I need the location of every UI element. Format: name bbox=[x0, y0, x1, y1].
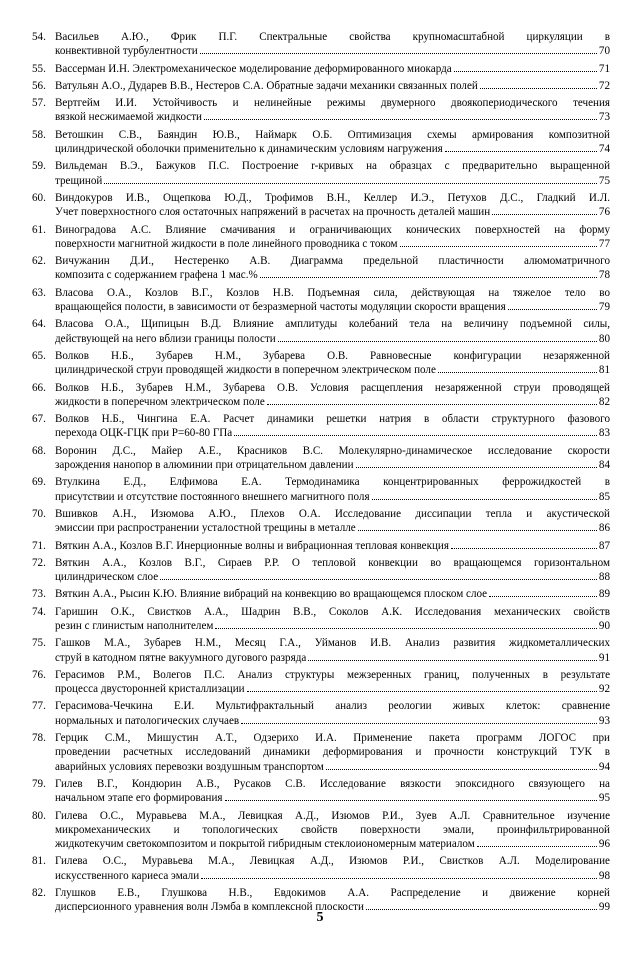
entry-text-line: Вильдеман В.Э., Бажуков П.С. Построение r-кривых на образцах с предварительно выращенной bbox=[55, 160, 610, 173]
entry-text-last-line: цилиндрической струи проводящей жидкости в поперечном электрическом поле bbox=[55, 364, 436, 377]
entry-number: 81. bbox=[32, 855, 46, 868]
entry-text-line: Герасимова-Чечкина Е.И. Мультифрактальный анализ реологии живых клеток: сравнение bbox=[55, 700, 610, 713]
dot-leader bbox=[477, 846, 597, 847]
entry-text-line: Гашков М.А., Зубарев Н.М., Месяц Г.А., Уйманов И.В. Анализ развития жидкометаллических bbox=[55, 637, 610, 650]
entry-page-number: 88 bbox=[598, 571, 610, 584]
toc-entry bbox=[32, 668, 610, 697]
entry-text-last-line: перехода ОЦК-ГЦК при P=60-80 ГПа bbox=[55, 427, 233, 440]
entry-number: 59. bbox=[32, 160, 46, 173]
toc-entry bbox=[32, 79, 610, 93]
dot-leader bbox=[160, 579, 597, 580]
entry-text-line: Вяткин А.А., Козлов В.Г., Сираев Р.Р. О тепловой конвекции во вращающемся горизонтальном bbox=[55, 556, 610, 569]
entry-number: 68. bbox=[32, 444, 46, 457]
toc-entry bbox=[32, 128, 610, 157]
entry-text-last-line: вязкой несжимаемой жидкости bbox=[55, 111, 202, 124]
entry-number: 61. bbox=[32, 223, 46, 236]
entry-text-line: Власова О.А., Козлов В.Г., Козлов Н.В. Подъемная сила, действующая на тяжелое тело во bbox=[55, 286, 610, 299]
entry-text-line: Вертгейм И.И. Устойчивость и нелинейные режимы двумерного двоякопериодического течения bbox=[55, 97, 610, 110]
toc-entry bbox=[32, 62, 610, 76]
toc-entry bbox=[32, 286, 610, 315]
entry-text-last-line: композита с содержанием графена 1 мас.% bbox=[55, 269, 258, 282]
entry-page-number: 80 bbox=[598, 332, 610, 345]
entry-text-last-line: зарождения нанопор в алюминии при отрицательном давлении bbox=[55, 459, 354, 472]
entry-number: 74. bbox=[32, 605, 46, 618]
toc-entry bbox=[32, 96, 610, 125]
entry-number: 76. bbox=[32, 668, 46, 681]
entry-page-number: 98 bbox=[598, 869, 610, 882]
entry-text-line: Ветошкин С.В., Баяндин Ю.В., Наймарк О.Б. Оптимизация схемы армирования композитной bbox=[55, 128, 610, 141]
dot-leader bbox=[247, 691, 597, 692]
entry-page-number: 87 bbox=[598, 539, 610, 552]
toc-entry bbox=[32, 317, 610, 346]
entry-text-line: Вичужанин Д.И., Нестеренко А.В. Диаграмма предельной пластичности алюмоматричного bbox=[55, 255, 610, 268]
dot-leader bbox=[326, 769, 597, 770]
dot-leader bbox=[204, 119, 597, 120]
toc-entry bbox=[32, 159, 610, 188]
toc-entry bbox=[32, 191, 610, 220]
entry-text-line: Виндокуров И.В., Ощепкова Ю.Д., Трофимов В.Н., Келлер И.Э., Петухов Д.С., Гладкий И.Л. bbox=[55, 191, 610, 204]
entry-number: 80. bbox=[32, 809, 46, 822]
entry-text-last-line: присутствии и отсутствие постоянного внешнего магнитного поля bbox=[55, 490, 370, 503]
dot-leader bbox=[234, 435, 597, 436]
entry-number: 75. bbox=[32, 637, 46, 650]
entry-text-last-line: Учет поверхностного слоя остаточных напряжений в расчетах на прочность деталей машин bbox=[55, 206, 491, 219]
entry-page-number: 93 bbox=[598, 714, 610, 727]
dot-leader bbox=[400, 246, 597, 247]
entry-number: 71. bbox=[32, 539, 46, 552]
entry-text-last-line: аварийных условиях перевозки воздушным транспортом bbox=[55, 760, 324, 773]
entry-text-last-line: процесса двусторонней кристаллизации bbox=[55, 683, 245, 696]
entry-page-number: 95 bbox=[598, 792, 610, 805]
page-number: 5 bbox=[316, 910, 324, 925]
entry-page-number: 71 bbox=[598, 62, 610, 75]
toc-entry bbox=[32, 30, 610, 59]
entry-number: 66. bbox=[32, 381, 46, 394]
entry-page-number: 75 bbox=[598, 174, 610, 187]
entry-page-number: 96 bbox=[598, 838, 610, 851]
entry-number: 57. bbox=[32, 97, 46, 110]
entry-text-last-line: цилиндрическом слое bbox=[55, 571, 159, 584]
entry-text-last-line: резин с глинистым наполнителем bbox=[55, 619, 214, 632]
entry-text-line: Втулкина Е.Д., Елфимова Е.А. Термодинамика концентрированных феррожидкостей в bbox=[55, 476, 610, 489]
entry-number: 60. bbox=[32, 191, 46, 204]
entry-number: 77. bbox=[32, 700, 46, 713]
entry-text-line: Гилева О.С., Муравьева М.А., Левицкая А.Д., Изюмов Р.И., Свистков А.Л. Моделирование bbox=[55, 855, 610, 868]
entry-text-line: проведении расчетных исследований динамики деформирования и прочности конструкций ТУК в bbox=[55, 746, 610, 759]
entry-text-line: Гаришин О.К., Свистков А.А., Шадрин В.В., Соколов А.К. Исследования механических свойств bbox=[55, 605, 610, 618]
dot-leader bbox=[267, 404, 597, 405]
entry-number: 82. bbox=[32, 887, 46, 900]
dot-leader bbox=[489, 596, 597, 597]
toc-entry bbox=[32, 381, 610, 410]
entry-text-line: Волков Н.Б., Чингина Е.А. Расчет динамики решетки натрия в области структурного фазового bbox=[55, 413, 610, 426]
entry-text-last-line: эмиссии при распространении усталостной трещины в металле bbox=[55, 522, 356, 535]
toc-entry bbox=[32, 223, 610, 252]
toc-entry bbox=[32, 412, 610, 441]
entry-text-line: Васильев А.Ю., Фрик П.Г. Спектральные свойства крупномасштабной циркуляции в bbox=[55, 31, 610, 43]
entry-number: 62. bbox=[32, 255, 46, 268]
entry-page-number: 82 bbox=[598, 395, 610, 408]
dot-leader bbox=[225, 800, 597, 801]
dot-leader bbox=[451, 548, 597, 549]
toc-entry bbox=[32, 539, 610, 553]
entry-text-line: Вшивков А.Н., Изюмова А.Ю., Плехов О.А. Исследование диссипации тепла и акустической bbox=[55, 507, 610, 520]
entry-text-last-line: нормальных и патологических случаев bbox=[55, 714, 240, 727]
dot-leader bbox=[438, 372, 597, 373]
entry-text-last-line: жидкости в поперечном электрическом поле bbox=[55, 395, 265, 408]
entry-page-number: 89 bbox=[598, 588, 610, 601]
entry-page-number: 70 bbox=[598, 45, 610, 58]
dot-leader bbox=[215, 628, 597, 629]
entry-number: 56. bbox=[32, 79, 46, 92]
entry-text-last-line: Вяткин А.А., Рысин К.Ю. Влияние вибраций на конвекцию во вращающемся плоском слое bbox=[55, 588, 488, 601]
entry-text-last-line: поверхности магнитной жидкости в поле линейного проводника с током bbox=[55, 237, 398, 250]
entry-page-number: 91 bbox=[598, 651, 610, 664]
entry-page-number: 78 bbox=[598, 269, 610, 282]
entry-text-last-line: трещиной bbox=[55, 174, 103, 187]
entry-text-last-line: Вяткин А.А., Козлов В.Г. Инерционные волны и вибрационная тепловая конвекция bbox=[55, 539, 449, 552]
toc-entry bbox=[32, 809, 610, 852]
entry-number: 72. bbox=[32, 556, 46, 569]
toc-entry bbox=[32, 587, 610, 601]
entry-page-number: 79 bbox=[598, 301, 610, 314]
entry-page-number: 83 bbox=[598, 427, 610, 440]
entry-text-last-line: конвективной турбулентности bbox=[55, 45, 198, 58]
entry-number: 55. bbox=[32, 62, 46, 75]
entry-text-last-line: действующей на него вблизи границы полости bbox=[55, 332, 276, 345]
toc-entry bbox=[32, 636, 610, 665]
dot-leader bbox=[445, 151, 597, 152]
entry-page-number: 73 bbox=[598, 111, 610, 124]
entry-number: 65. bbox=[32, 349, 46, 362]
entry-text-line: Власова О.А., Щипицын В.Д. Влияние амплитуды колебаний тела на величину подъемной силы, bbox=[55, 318, 610, 331]
entry-page-number: 86 bbox=[598, 522, 610, 535]
toc-entry bbox=[32, 349, 610, 378]
dot-leader bbox=[508, 309, 597, 310]
entry-number: 73. bbox=[32, 588, 46, 601]
dot-leader bbox=[278, 341, 597, 342]
entry-number: 54. bbox=[32, 31, 46, 43]
entry-number: 63. bbox=[32, 286, 46, 299]
toc-entry bbox=[32, 731, 610, 774]
entry-text-line: Гилев В.Г., Кондюрин А.В., Русаков С.В. Исследование вязкости эпоксидного связующего на bbox=[55, 777, 610, 790]
entry-text-last-line: Ватульян А.О., Дударев В.В., Нестеров С.А. Обратные задачи механики связанных полей bbox=[55, 79, 478, 92]
entry-number: 64. bbox=[32, 318, 46, 331]
toc-entry bbox=[32, 854, 610, 883]
toc-entry bbox=[32, 777, 610, 806]
entry-text-line: Воронин Д.С., Майер А.Е., Красников В.С. Молекулярно-динамическое исследование скорости bbox=[55, 444, 610, 457]
entry-number: 79. bbox=[32, 777, 46, 790]
entry-text-last-line: начальном этапе его формирования bbox=[55, 792, 223, 805]
entry-text-line: Глушков Е.В., Глушкова Н.В., Евдокимов А.А. Распределение и движение корней bbox=[55, 887, 610, 900]
entry-number: 69. bbox=[32, 476, 46, 489]
dot-leader bbox=[200, 53, 597, 54]
toc-entry bbox=[32, 605, 610, 634]
toc-entry bbox=[32, 699, 610, 728]
entry-text-last-line: струй в катодном пятне вакуумного дугового разряда bbox=[55, 651, 307, 664]
entry-text-line: Волков Н.Б., Зубарев Н.М., Зубарева О.В. Условия расщепления незаряженной струи проводящей bbox=[55, 381, 610, 394]
entry-page-number: 81 bbox=[598, 364, 610, 377]
toc-entry bbox=[32, 475, 610, 504]
entry-page-number: 85 bbox=[598, 490, 610, 503]
entry-text-line: Волков Н.Б., Зубарев Н.М., Зубарева О.В. Равновесные конфигурации незаряженной bbox=[55, 349, 610, 362]
entry-number: 58. bbox=[32, 128, 46, 141]
entry-text-line: Герцик С.М., Мишустин А.Т., Одзерихо И.А. Применение пакета программ ЛОГОС при bbox=[55, 732, 610, 745]
dot-leader bbox=[492, 214, 597, 215]
dot-leader bbox=[372, 499, 597, 500]
dot-leader bbox=[454, 71, 597, 72]
toc-entry bbox=[32, 254, 610, 283]
dot-leader bbox=[241, 723, 597, 724]
entry-page-number: 92 bbox=[598, 683, 610, 696]
entry-text-last-line: цилиндрической оболочки применительно к динамическим условиям нагружения bbox=[55, 143, 443, 156]
entry-text-last-line: Вассерман И.Н. Электромеханическое моделирование деформированного миокарда bbox=[55, 62, 452, 75]
entry-page-number: 99 bbox=[598, 901, 610, 914]
dot-leader bbox=[308, 660, 597, 661]
dot-leader bbox=[260, 277, 597, 278]
entry-number: 67. bbox=[32, 413, 46, 426]
entry-page-number: 74 bbox=[598, 143, 610, 156]
entry-text-line: Гилева О.С., Муравьева М.А., Левицкая А.Д., Изюмов Р.И., Зуев А.Л. Сравнительное изучение bbox=[55, 809, 610, 822]
entry-text-line: Виноградова А.С. Влияние смачивания и ограничивающих конических поверхностей на форму bbox=[55, 223, 610, 236]
entry-page-number: 94 bbox=[598, 760, 610, 773]
toc-entry bbox=[32, 507, 610, 536]
dot-leader bbox=[104, 183, 597, 184]
entry-text-last-line: жидкотекучим светокомпозитом и покрытой гибридным стеклоиономерным материалом bbox=[55, 838, 475, 851]
entry-text-last-line: вращающейся полости, в зависимости от безразмерной частоты модуляции скорости вращения bbox=[55, 301, 506, 314]
toc-entry bbox=[32, 556, 610, 585]
table-of-contents bbox=[32, 30, 610, 918]
entry-page-number: 72 bbox=[598, 79, 610, 92]
entry-text-line: Герасимов Р.М., Волегов П.С. Анализ структуры межзеренных границ, полученных в результате bbox=[55, 668, 610, 681]
entry-page-number: 90 bbox=[598, 619, 610, 632]
dot-leader bbox=[358, 530, 597, 531]
entry-text-last-line: искусственного кариеса эмали bbox=[55, 869, 200, 882]
toc-entry bbox=[32, 444, 610, 473]
entry-number: 70. bbox=[32, 507, 46, 520]
entry-page-number: 76 bbox=[598, 206, 610, 219]
entry-number: 78. bbox=[32, 732, 46, 745]
dot-leader bbox=[356, 467, 597, 468]
entry-page-number: 84 bbox=[598, 459, 610, 472]
entry-page-number: 77 bbox=[598, 237, 610, 250]
dot-leader bbox=[480, 88, 597, 89]
dot-leader bbox=[201, 878, 597, 879]
entry-text-last-line: дисперсионного уравнения волн Лэмба в комплексной плоскости bbox=[55, 901, 364, 914]
entry-text-line: микромеханических и топологических свойств поверхности эмали, проинфильтрированной bbox=[55, 823, 610, 836]
